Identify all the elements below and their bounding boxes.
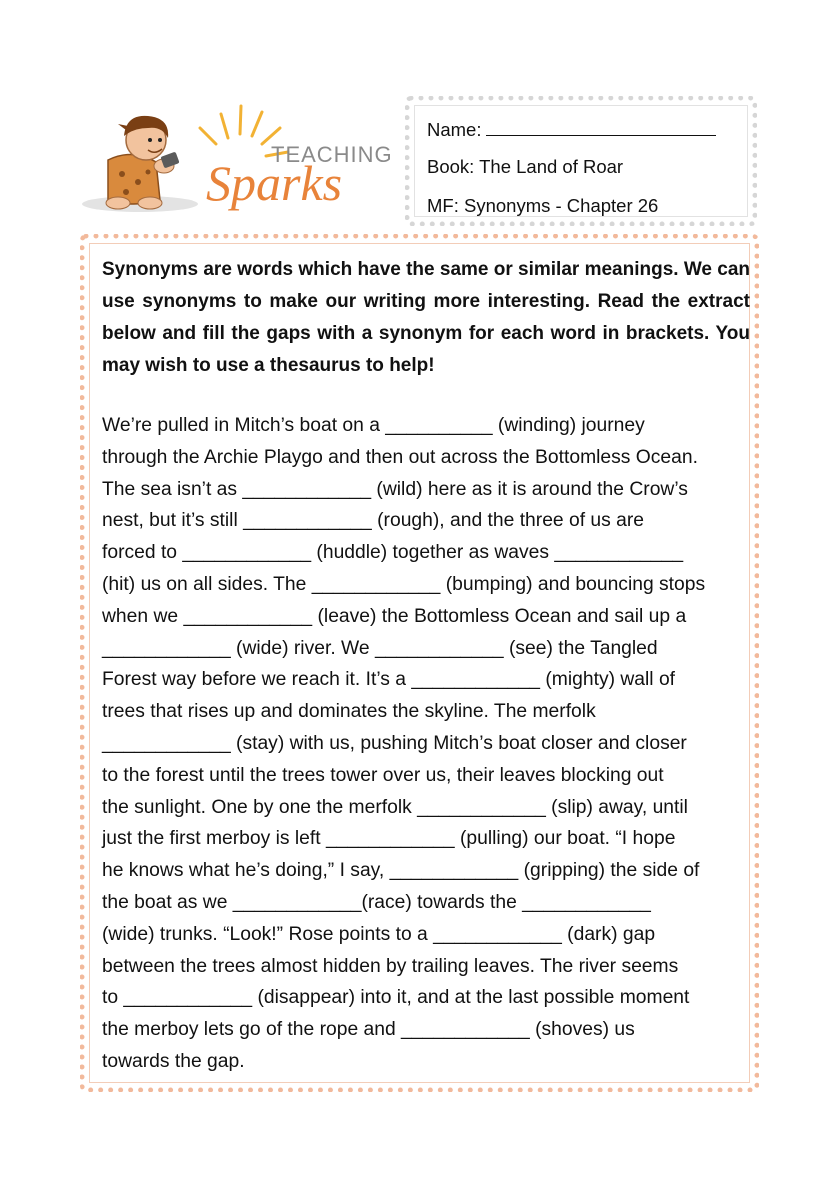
instructions: Synonyms are words which have the same or similar meanings. We can use synonyms to make our writing more interesting. Read the extract below and fill the gaps with a synonym for each word in brackets. You may wish to use a thesaurus to help!: [102, 259, 750, 376]
worksheet-box: [80, 234, 759, 1092]
passage-line: between the trees almost hidden by trailing leaves. The river seems: [102, 955, 679, 977]
passage-line: to ____________ (disappear) into it, and at the last possible moment: [102, 987, 690, 1009]
passage-line: the sunlight. One by one the merfolk ____________ (slip) away, until: [102, 796, 688, 818]
passage-line: through the Archie Playgo and then out across the Bottomless Ocean.: [102, 446, 698, 468]
student-info-inner: [414, 105, 748, 217]
passage-line: nest, but it’s still ____________ (rough), and the three of us are: [102, 510, 645, 532]
worksheet-inner: [89, 243, 750, 1083]
passage-line: the merboy lets go of the rope and ____________ (shoves) us: [102, 1019, 635, 1041]
passage-line: (hit) us on all sides. The ____________ (bumping) and bouncing stops: [102, 573, 706, 595]
logo-graphic: [78, 100, 398, 225]
student-info-box: [405, 96, 757, 226]
passage-line: trees that rises up and dominates the skyline. The merfolk: [102, 701, 596, 723]
book-title: Book: The Land of Roar: [427, 156, 624, 177]
passage-line: The sea isn’t as ____________ (wild) here as it is around the Crow’s: [102, 478, 688, 500]
passage-line: (wide) trunks. “Look!” Rose points to a ____________ (dark) gap: [102, 923, 656, 945]
passage-line: We’re pulled in Mitch’s boat on a __________ (winding) journey: [102, 415, 645, 436]
name-label: Name:: [427, 119, 482, 140]
passage-line: to the forest until the trees tower over us, their leaves blocking out: [102, 764, 664, 786]
passage-line: the boat as we ____________(race) towards the ____________: [102, 891, 651, 913]
passage-line: just the first merboy is left ____________ (pulling) our boat. “I hope: [102, 828, 676, 850]
logo-sparks-text: Sparks: [206, 155, 343, 211]
passage-line: ____________ (stay) with us, pushing Mitch’s boat closer and closer: [102, 732, 687, 754]
teaching-sparks-logo: [78, 100, 398, 225]
caveboy-holding-book-icon: [106, 116, 180, 209]
name-write-line[interactable]: [486, 118, 716, 136]
passage-line: Forest way before we reach it. It’s a ____________ (mighty) wall of: [102, 669, 676, 691]
passage-line: when we ____________ (leave) the Bottomless Ocean and sail up a: [102, 605, 687, 627]
passage-line: he knows what he’s doing,” I say, ____________ (gripping) the side of: [102, 860, 700, 882]
passage-extract: [102, 410, 754, 1078]
passage-line: towards the gap.: [102, 1050, 245, 1072]
logo-teaching-text: TEACHING: [271, 142, 393, 167]
worksheet-focus: MF: Synonyms - Chapter 26: [427, 195, 659, 216]
passage-line: forced to ____________ (huddle) together as waves ____________: [102, 542, 684, 564]
name-row: [427, 118, 716, 141]
passage-line: ____________ (wide) river. We ____________ (see) the Tangled: [102, 637, 658, 659]
